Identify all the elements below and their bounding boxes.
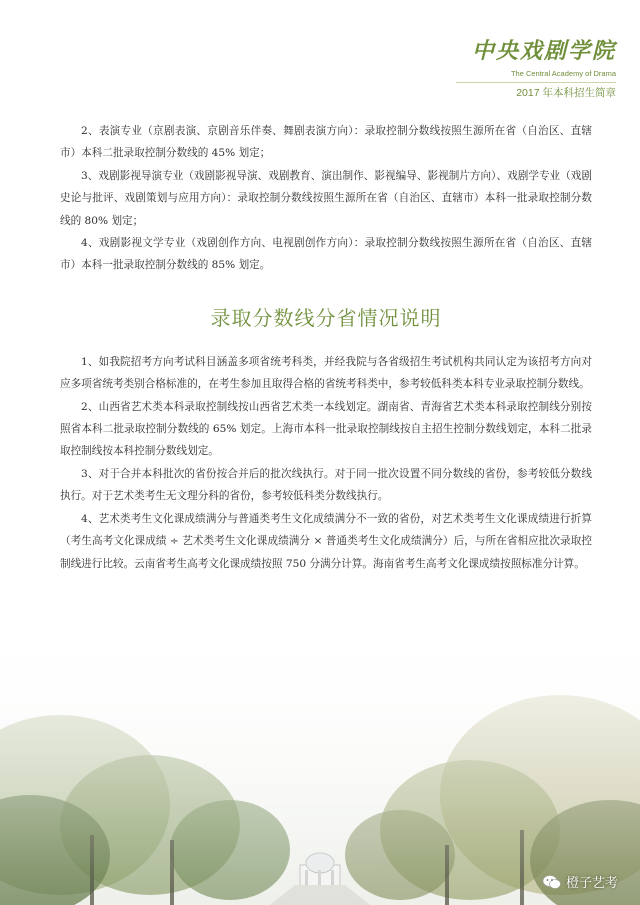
- brochure-subtitle: 2017 年本科招生简章: [456, 82, 616, 101]
- main-content: [60, 120, 592, 575]
- campus-scene-image: [0, 615, 640, 905]
- page-header: [456, 36, 616, 101]
- academy-english-name: The Central Academy of Drama: [510, 69, 616, 78]
- paragraph: 2、表演专业（京剧表演、京剧音乐伴奏、舞剧表演方向）：录取控制分数线按照生源所在省（自治区、直辖市）本科二批录取控制分数线的 45% 划定；: [60, 125, 592, 160]
- section-title: 录取分数线分省情况说明: [210, 305, 442, 330]
- paragraph: 1、如我院招考方向考试科目涵盖多项省统考科类，并经我院与各省级招生考试机构共同认定为该招考方向对应多项省统考类别合格标准的，在考生参加且取得合格的省统考科类中，参考较低科类本科专业录取控制分数线。: [60, 355, 592, 391]
- wechat-watermark: [542, 872, 618, 891]
- paragraph: 4、艺术类考生文化课成绩满分与普通类考生文化成绩满分不一致的省份，对艺术类考生文化课成绩进行折算（考生高考文化课成绩 ÷ 艺术类考生文化课成绩满分 × 普通类考生文化成绩满分）后，与所在省相应批次录取控制线进行比较。云南省考生高考文化课成绩按照 750 分满分计算。海南省考生高考文化课成绩按照标准分计算。: [60, 512, 592, 570]
- watermark-text: 橙子艺考: [565, 876, 618, 891]
- paragraph: 3、戏剧影视导演专业（戏剧影视导演、戏剧教育、演出制作、影视编导、影视制片方向）、戏剧学专业（戏剧史论与批评、戏剧策划与应用方向）：录取控制分数线按照生源所在省（自治区、直辖市）本科一批录取控制分数线的 80% 划定；: [60, 169, 592, 227]
- paragraph: 3、对于合并本科批次的省份按合并后的批次线执行。对于同一批次设置不同分数线的省份，参考较低分数线执行。对于艺术类考生无文理分科的省份，参考较低科类分数线执行。: [60, 467, 592, 503]
- academy-logo: 中央戏剧学院: [471, 38, 616, 64]
- paragraph: 2、山西省艺术类本科录取控制线按山西省艺术类一本线划定。湖南省、青海省艺术类本科录取控制线分别按照省本科二批录取控制分数线的 65% 划定。上海市本科一批录取控制线按自主招生控制分数线划定，本科二批录取控制线按本科控制分数线划定。: [60, 400, 592, 458]
- wechat-icon: [542, 874, 562, 890]
- paragraph: 4、戏剧影视文学专业（戏剧创作方向、电视剧创作方向）：录取控制分数线按照生源所在省（自治区、直辖市）本科一批录取控制分数线的 85% 划定。: [60, 237, 592, 272]
